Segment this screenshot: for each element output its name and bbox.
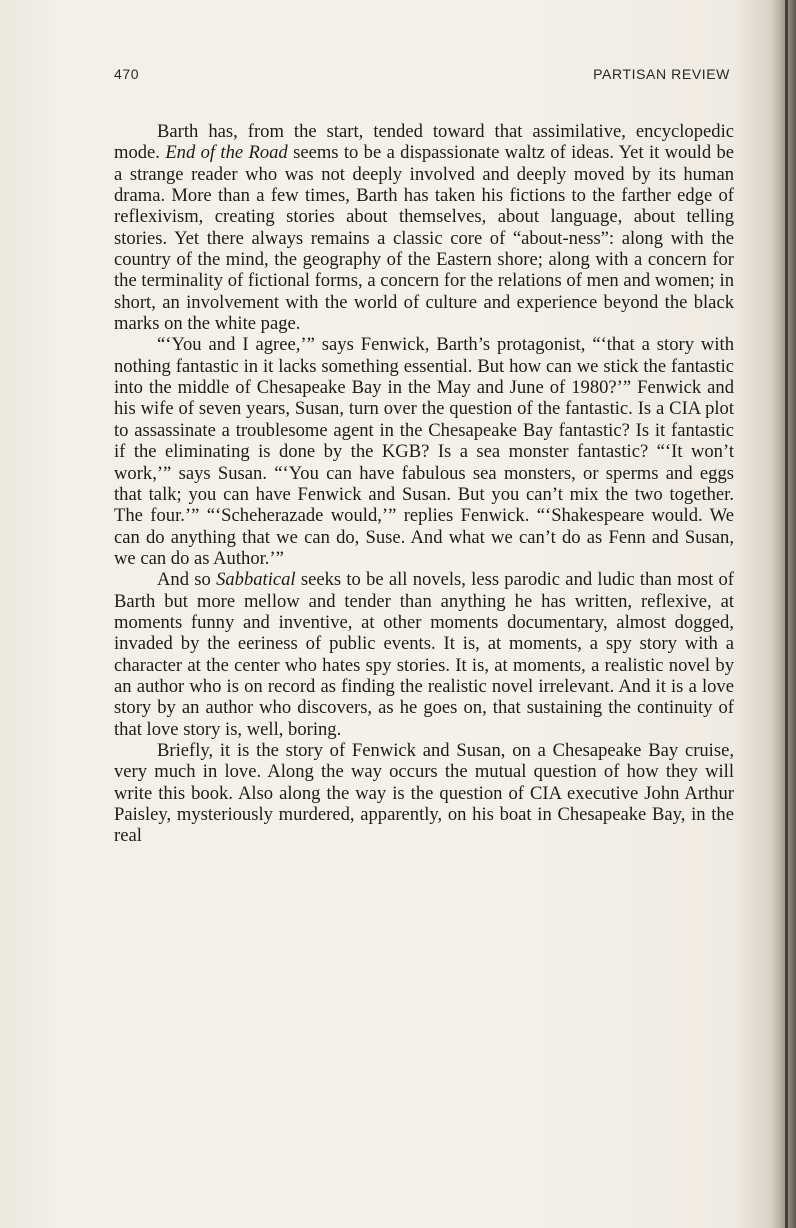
book-title-italic: End of the Road	[165, 142, 288, 164]
journal-title: PARTISAN REVIEW	[593, 66, 730, 82]
paragraph	[114, 740, 734, 847]
article-body	[114, 121, 734, 847]
page-number: 470	[114, 66, 140, 82]
page-binding-edge	[785, 0, 788, 1228]
paragraph-text: Barth has, from the start, tended toward that assimilative, encyclopedic mode.	[114, 121, 734, 164]
book-title-italic: Sabbatical	[216, 569, 296, 591]
paragraph	[114, 569, 734, 740]
paragraph-text: Briefly, it is the story of Fenwick and Susan, on a Chesapeake Bay cruise, very much in love. Along the way occurs the mutual question of how they will write this book. Also along the way is the question of CIA executive John Arthur Paisley, mysteriously murdered, apparently, on his boat in Chesapeake Bay, in the real	[114, 739, 734, 847]
page-binding-shadow	[770, 0, 796, 1228]
paragraph-text: “‘You and I agree,’” says Fenwick, Barth’s protagonist, “‘that a story with nothing fantastic in it lacks something essential. But how can we stick the fantastic into the middle of Chesapeake Bay in the May and June of 1980?’” Fenwick and his wife of seven years, Susan, turn over the question of the fantastic. Is a CIA plot to assassinate a troublesome agent in the Chesapeake Bay fantastic? Is it fantastic if the eliminating is done by the KGB? Is a sea monster fantastic? “‘It won’t work,’” says Susan. “‘You can have fabulous sea monsters, or sperms and eggs that talk; you can have Fenwick and Susan. But you can’t mix the two together. The four.’” “‘Scheherazade would,’” replies Fenwick. “‘Shakespeare would. We can do anything that we can do, Suse. And what we can’t do as Fenn and Susan, we can do as Author.’”	[114, 334, 734, 569]
paragraph	[114, 121, 734, 334]
paragraph-text: seeks to be all novels, less parodic and ludic than most of Barth but more mellow and tender than anything he has written, reflexive, at moments funny and inventive, at other moments documentary, almost dogged, invaded by the eeriness of public events. It is, at moments, a spy story with a character at the center who hates spy stories. It is, at moments, a realistic novel by an author who is on record as finding the realistic novel irrelevant. And it is a love story by an author who discovers, as he goes on, that sustaining the continuity of that love story is, well, boring.	[114, 569, 734, 740]
paragraph-text: seems to be a dispassionate waltz of ideas. Yet it would be a strange reader who was not deeply involved and deeply moved by its human drama. More than a few times, Barth has taken his fictions to the farther edge of reflexivism, creating stories about themselves, about language, about telling stories. Yet there always remains a classic core of “about-ness”: along with the country of the mind, the geography of the Eastern shore; along with a concern for the terminality of fictional forms, a concern for the relations of men and women; in short, an involvement with the world of culture and experience beyond the black marks on the white page.	[114, 142, 735, 335]
paragraph-text: And so	[157, 569, 217, 591]
running-head	[114, 66, 730, 88]
paragraph	[114, 334, 734, 569]
